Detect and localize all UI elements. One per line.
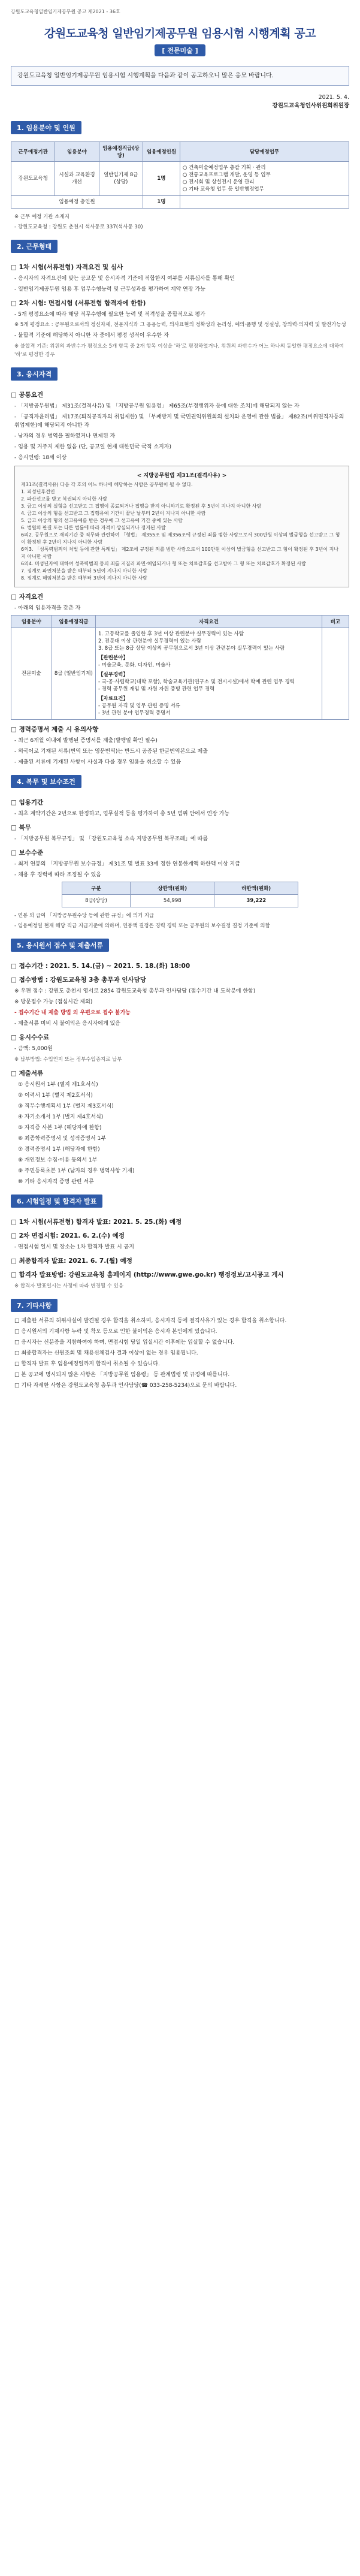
qualification-heading: □ 자격요건 [11,593,44,601]
criteria-line: 제31조(결격사유) 다음 각 호의 어느 하나에 해당하는 사람은 공무원이 될 수 없다. [21,482,193,487]
criteria-line: 3. 금고 이상의 실형을 선고받고 그 집행이 종료되거나 집행을 받지 아니하기로 확정된 후 5년이 지나지 아니한 사람 [21,503,262,509]
requirement-line: - 미술교육, 문화, 디자인, 미술사 [98,662,171,668]
cell-grade: 8급(상당) [62,895,131,907]
qualification-table [11,615,349,720]
col-upper: 상한액(원화) [131,882,214,895]
disqualification-title: < 지방공무원법 제31조(결격사유) > [137,473,227,479]
cell-grade: 8급 (일반임기제) [52,628,95,720]
document-item: ⑩ 기타 응시자격 증명 관련 서류 [18,1179,94,1185]
col-lower: 하한액(원화) [214,882,298,895]
schedule-note: ※ 합격자 발표일시는 사정에 따라 변경될 수 있음 [14,1283,124,1289]
misc-line: □ 제출한 서류의 허위사실이 발견될 경우 합격을 취소하며, 응시자격 등에 결격사유가 있는 경우 합격을 취소합니다. [14,1318,287,1324]
pay-note: - 연봉 외 급여 「지방공무원수당 등에 관한 규정」에 의거 지급 [14,913,155,919]
misc-line: □ 응시자는 신분증을 지참하여야 하며, 면접시험 당일 입실시간 이후에는 입실할 수 없습니다. [14,1340,235,1346]
misc-line: □ 합격자 발표 후 임용예정일까지 합격이 취소될 수 있습니다. [14,1361,160,1367]
document-item: ③ 직무수행계획서 1부 (별지 제3호서식) [18,1103,114,1109]
section-5-heading: 5. 응시원서 접수 및 제출서류 [11,939,109,952]
exam1-heading: □ 1차 시험(서류전형) 자격요건 및 심사 [11,264,123,271]
intro-box [11,66,349,86]
document-item: ⑨ 주민등록초본 1부 (남자의 경우 병역사항 기재) [18,1168,135,1174]
receipt-period: □ 접수기간 : 2021. 5. 14.(금) ~ 2021. 5. 18.(화) 18:00 [11,963,190,970]
cell-count: 1명 [143,162,180,196]
col-agency: 근무예정기관 [11,142,55,162]
cell-field: 전문미술 [11,628,52,720]
criteria-line: 6. 법원의 판결 또는 다른 법률에 따라 자격이 상실되거나 정지된 사람 [21,525,166,530]
col-remarks: 비고 [322,616,349,628]
col-grade: 구분 [62,882,131,895]
receipt-line: ※ 우편 접수 : 강원도 춘천시 영서로 2854 강원도교육청 총무과 인사담당 (접수기간 내 도착분에 한함) [14,988,256,994]
service-heading: □ 복무 [11,824,31,831]
section-7-heading: 7. 기타사항 [11,1299,58,1312]
document-item: ⑤ 자격증 사본 1부 (해당자에 한함) [18,1125,102,1131]
misc-line: □ 본 공고에 명시되지 않은 사항은 「지방공무원 임용령」 등 관계법령 및 규정에 따릅니다. [14,1372,230,1378]
fail-criteria-note: ※ 불합격 기준: 위원의 과반수가 평정요소 5개 항목 중 2개 항목 이상을 '하'로 평정하였거나, 위원의 과반수가 어느 하나의 동일한 평정요소에 대하여 '하'로 평정한 경우 [14,343,344,358]
col-requirements: 자격요건 [95,616,322,628]
table-row [11,628,349,720]
criteria-line: 6의4. 미성년자에 대하여 성폭력범죄 등의 죄를 저질러 파면·해임되거나 형 또는 치료감호를 선고받아 그 형 또는 치료감호가 확정된 사람 [21,561,306,566]
criteria-line: 2. 파산선고를 받고 복권되지 아니한 사람 [21,496,107,502]
table-row [11,162,349,196]
duty-line: ○ 전시회 및 상설전시 운영 관리 [182,179,255,185]
exam1-line: - 일반임기제공무원 임용 후 업무수행능력 및 근무성과를 평가하여 계약 연장 가능 [14,286,205,292]
schedule-line: □ 1차 시험(서류전형) 합격자 발표: 2021. 5. 25.(화) 예정 [11,1218,182,1226]
common-req-line: - 「공직자윤리법」 제17조(퇴직공직자의 취업제한) 및 「부패방지 및 국민권익위원회의 설치와 운영에 관한 법률」 제82조(비위면직자등의 취업제한)에 해당되지 아니한 자 [14,414,344,429]
issuing-org: 강원도교육청인사위원회위원장 [272,102,349,109]
common-req-line: - 임용 및 거주지 제한 없음 (단, 공고일 현재 대한민국 국적 소지자) [14,444,171,450]
exam1-line: - 응시자의 자격요건에 맞는 공고문 및 응시자격 기준에 적합한지 여부를 서류심사를 통해 확인 [14,276,235,282]
term-line: - 최초 계약기간은 2년으로 한정하고, 업무실적 등을 평가하여 총 5년 범위 안에서 연장 가능 [14,811,230,817]
requirement-line: 【자료요건】 [98,696,128,702]
misc-line: □ 최종합격자는 신원조회 및 채용신체검사 결과 이상이 없는 경우 임용됩니다. [14,1350,198,1356]
section-1-heading: 1. 임용분야 및 인원 [11,121,81,134]
exam2-line: - 5개 평정요소에 따라 해당 직무수행에 필요한 능력 및 적격성을 종합적으로 평가 [14,312,205,318]
pay-table [62,882,299,907]
receipt-line: - 접수기간 내 제출 방법 외 우편으로 접수 불가능 [14,1010,131,1016]
experience-line: - 외국어로 기재된 서류(번역 또는 영문번역)는 반드시 공증된 한글번역본으로 제출 [14,749,208,755]
criteria-line: 5. 금고 이상의 형의 선고유예를 받은 경우에 그 선고유예 기간 중에 있는 사람 [21,518,183,523]
requirement-line: - 국·공·사립학교(대학 포함), 학술교육기관(연구소 및 전시시설)에서 학예 관련 업무 경력 [98,679,295,685]
title-block [11,25,349,56]
criteria-line: 6의2. 공무원으로 재직기간 중 직무와 관련하여 「형법」 제355조 및 제356조에 규정된 죄를 범한 사람으로서 300만원 이상의 벌금형을 선고받고 그 형이 확정된 후 2년이 지나지 아니한 사람 [21,532,340,545]
receipt-method: □ 접수방법 : 강원도교육청 3층 총무과 인사담당 [11,976,146,984]
disqualification-box [14,466,349,587]
requirement-line: - 경력 공무원 재임 및 자원 자원 증빙 관련 업무 경력 [98,686,215,692]
exam2-line: - 불합격 기준에 해당하지 아니한 자 중에서 평정 성적이 우수한 자 [14,333,169,339]
criteria-line: 1. 피성년후견인 [21,489,55,494]
table-row [62,895,298,907]
qualification-line: - 아래의 임용자격을 갖춘 자 [14,605,81,611]
col-duties: 담당예정업무 [180,142,349,162]
misc-line: □ 응시원서의 기재사항 누락 및 착오 등으로 인한 불이익은 응시자 본인에게 있습니다. [14,1329,217,1335]
cell-lower: 39,222 [214,895,298,907]
cell-duties [180,162,349,196]
duty-line: ○ 기타 교육청 업무 등 일반행정업무 [182,186,264,192]
criteria-line: 6의3. 「성폭력범죄의 처벌 등에 관한 특례법」 제2조에 규정된 죄를 범한 사람으로서 100만원 이상의 벌금형을 선고받고 그 형이 확정된 후 3년이 지나지 아니한 사람 [21,547,339,559]
service-line: - 「지방공무원 복무규정」 및 「강원도교육청 소속 지방공무원 복무조례」에 따름 [14,836,208,842]
cell-total-label: 임용예정 총인원 [11,196,143,209]
requirement-line: 3. 8급 또는 8급 상당 이상의 공무원으로서 3년 이상 관련분야 실무경력이 있는 사람 [98,645,285,651]
schedule-line: - 면접시험 일시 및 장소는 1차 합격자 발표 시 공지 [14,1244,134,1250]
notice-date: 2021. 5. 4. [318,94,349,101]
requirement-line: 【실무경력】 [98,672,128,678]
requirement-line: 【관련분야】 [98,655,128,661]
section-3-heading: 3. 응시자격 [11,367,58,381]
document-item: ② 이력서 1부 (별지 제2호서식) [18,1093,93,1099]
experience-line: - 제출된 서류에 기재된 사항이 사실과 다를 경우 임용을 취소할 수 있음 [14,759,181,765]
positions-table [11,141,349,209]
pay-line: - 최저 연봉의 「지방공무원 보수규정」 제31조 및 별표 33에 정한 연봉한계액 하한액 이상 지급 [14,861,240,867]
col-grade: 임용예정직급(상당) [99,142,143,162]
pay-heading: □ 보수수준 [11,849,44,856]
cell-remarks [322,628,349,720]
requirement-line: 1. 고등학교를 졸업한 후 3년 이상 관련분야 실무경력이 있는 사람 [98,631,244,637]
cell-empty [180,196,349,209]
schedule-line: □ 최종합격자 발표: 2021. 6. 7.(월) 예정 [11,1257,132,1265]
table-row-total [11,196,349,209]
common-req-line: - 「지방공무원법」 제31조(결격사유) 및 「지방공무원 임용령」 제65조(부정행위자 등에 대한 조치)에 해당되지 않는 자 [14,403,300,409]
schedule-line: □ 합격자 발표방법: 강원도교육청 홈페이지 (http://www.gwe.go.kr) 행정정보/고시공고 게시 [11,1271,284,1278]
common-req-line: - 남자의 경우 병역을 필하였거나 면제된 자 [14,433,116,439]
documents-heading: □ 제출서류 [11,1070,44,1077]
location-address: - 강원도교육청 : 강원도 춘천시 석사동로 337(석사동 30) [14,224,143,230]
section-6-heading: 6. 시험일정 및 합격자 발표 [11,1195,102,1208]
common-req-heading: □ 공통요건 [11,391,44,399]
cell-total-value: 1명 [143,196,180,209]
section-4-heading: 4. 복무 및 보수조건 [11,775,81,788]
exam2-heading: □ 2차 시험: 면접시험 (서류전형 합격자에 한함) [11,300,146,307]
cell-agency: 강원도교육청 [11,162,55,196]
section-2-heading: 2. 근무형태 [11,240,58,253]
term-heading: □ 임용기간 [11,799,44,806]
requirement-line: 2. 전문대 이상 관련분야 실무경력이 있는 사람 [98,638,202,644]
document-item: ⑥ 최종학력증명서 및 성적증명서 1부 [18,1136,106,1142]
pay-line: - 채용 후 경력에 따라 조정될 수 있음 [14,872,101,878]
common-req-line: - 응시연령: 18세 이상 [14,455,67,461]
fee-heading: □ 응시수수료 [11,1034,50,1041]
page-title: 강원도교육청 일반임기제공무원 임용시험 시행계획 공고 [44,27,316,40]
cell-upper: 54,998 [131,895,214,907]
document-item: ① 응시원서 1부 (별지 제1호서식) [18,1082,98,1088]
subtitle-badge: [ 전문미술 ] [155,44,205,56]
criteria-line: 7. 징계로 파면처분을 받은 때부터 5년이 지나지 아니한 사람 [21,568,147,574]
cell-requirements [95,628,322,720]
schedule-line: □ 2차 면접시험: 2021. 6. 2.(수) 예정 [11,1232,125,1239]
fee-note: ※ 납부방법: 수입인지 또는 정부수입증지로 납부 [14,1057,122,1063]
receipt-line: ※ 방문접수 가능 (점심시간 제외) [14,999,93,1005]
documents-list [14,1081,349,1186]
col-field: 임용분야 [11,616,52,628]
requirement-line: - 공무원 자격 및 업무 관련 증명 서류 [98,703,180,709]
criteria-line: 8. 징계로 해임처분을 받은 때부터 3년이 지나지 아니한 사람 [21,575,147,581]
receipt-line: - 제출서류 미비 시 불이익은 응시자에게 있음 [14,1021,120,1027]
location-note: ※ 근무 예정 기관 소재지 [14,214,69,220]
experience-line: - 최근 6개월 이내에 발행된 증명서를 제출(발행일 확인 필수) [14,738,158,744]
col-grade: 임용예정직급 [52,616,95,628]
duty-line: ○ 전통교육프로그램 개발, 운영 등 업무 [182,172,271,178]
document-item: ⑧ 개인정보 수집·이용 동의서 1부 [18,1157,98,1163]
col-count: 임용예정인원 [143,142,180,162]
misc-line: □ 기타 자세한 사항은 강원도교육청 총무과 인사담당(☎ 033-258-5234)으로 문의 바랍니다. [14,1383,237,1389]
experience-heading: □ 경력증명서 제출 시 유의사항 [11,726,99,733]
cell-grade: 일반임기제 8급(상당) [99,162,143,196]
requirement-line: - 3년 관련 분야 업무경력 증명서 [98,710,171,716]
document-item: ⑦ 경력증명서 1부 (해당자에 한함) [18,1147,100,1153]
criteria-line: 4. 금고 이상의 형을 선고받고 그 집행유예 기간이 끝난 날부터 2년이 지나지 아니한 사람 [21,511,206,516]
notice-number: 강원도교육청일반임기제공무원 공고 제2021 - 36호 [11,9,120,14]
cell-field: 시설과 교육환경 개선 [55,162,99,196]
document-item: ④ 자기소개서 1부 (별지 제4호서식) [18,1114,104,1120]
duty-line: ○ 건축미술예정업무 총괄 기획 · 관리 [182,165,266,171]
col-field: 임용분야 [55,142,99,162]
intro-text: 강원도교육청 일반임기제공무원 임용시험 시행계획을 다음과 같이 공고하오니 많은 응모 바랍니다. [17,73,274,79]
pay-note: - 임용예정일 현재 해당 직급 지급기준에 의하며, 연봉액 결정은 경력 경력 또는 공무원의 보수결정 결정 기준에 의함 [14,923,270,929]
fee-line: - 금액: 5,000원 [14,1046,53,1052]
exam2-note: ※ 5개 평정요소 : 공무원으로서의 정신자세, 전문지식과 그 응용능력, 의사표현의 정확성과 논리성, 예의·품행 및 성실성, 창의력·의지력 및 발전가능성 [14,322,346,328]
